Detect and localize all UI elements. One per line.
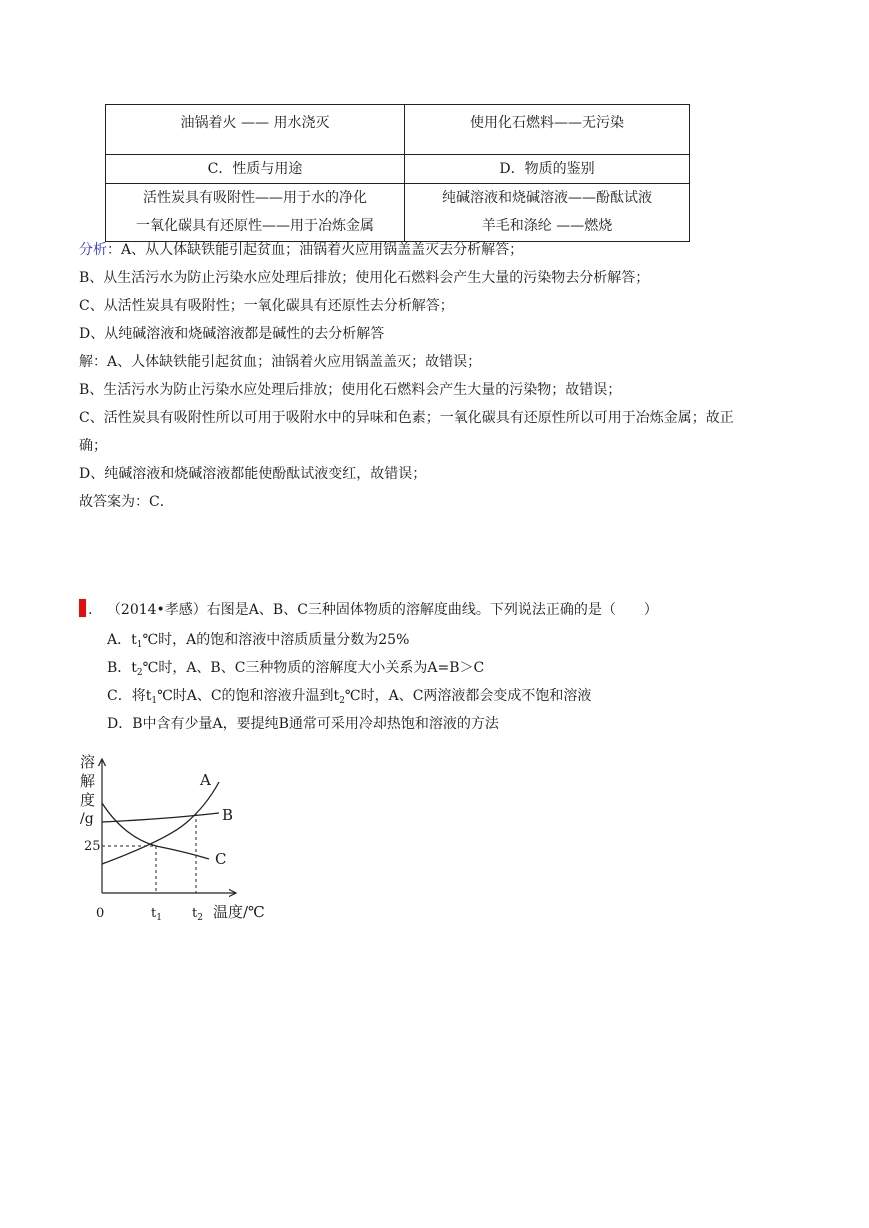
question-number-marker [79, 599, 86, 617]
y-label-char: 度 [80, 791, 96, 809]
table-header-d: D．物质的鉴别 [405, 155, 690, 184]
solution-line: D、纯碱溶液和烧碱溶液都能使酚酞试液变红，故错误； [79, 466, 427, 482]
table-cell [405, 184, 690, 242]
option-text: A．t [107, 632, 137, 648]
question-number-suffix: . [88, 602, 93, 618]
y-label-char: /g [80, 811, 94, 827]
cell-line: 羊毛和涤纶 ——燃烧 [481, 218, 613, 234]
x-tick-label-t1: $t_1$ [151, 906, 162, 923]
option-text: B．t [107, 660, 137, 676]
x-tick-label-t2: $t_2$ [192, 906, 203, 923]
option-text: ℃时，A的饱和溶液中溶质质量分数为25% [142, 632, 410, 648]
solution-line: 确； [79, 438, 107, 454]
table-header-c: C．性质与用途 [106, 155, 405, 184]
table-cell: 使用化石燃料——无污染 [405, 105, 690, 155]
table-cell [106, 184, 405, 242]
curve-b [102, 813, 219, 822]
series-label-c: C [215, 850, 227, 868]
origin-label: 0 [96, 906, 105, 921]
option-b[interactable] [107, 658, 484, 683]
analysis-line: C、从活性炭具有吸附性；一氧化碳具有还原性去分析解答； [79, 298, 454, 314]
solution-line: C、活性炭具有吸附性所以可用于吸附水中的异味和色素；一氧化碳具有还原性所以可用于冶炼金属；故正 [79, 410, 734, 426]
options-table [105, 104, 690, 242]
solution-line: B、生活污水为防止污染水应处理后排放；使用化石燃料会产生大量的污染物；故错误； [79, 382, 622, 398]
subscript: 1 [151, 696, 158, 706]
curve-c [102, 803, 209, 859]
solubility-chart [76, 745, 276, 925]
analysis-text: ：A、从人体缺铁能引起贫血；油锅着火应用锅盖盖灭去分析解答； [107, 242, 524, 258]
cell-line: 一氧化碳具有还原性——用于冶炼金属 [136, 218, 374, 234]
option-text: ℃时，A、C两溶液都会变成不饱和溶液 [344, 688, 592, 704]
y-tick-label: 25 [84, 839, 101, 854]
analysis-line [79, 240, 523, 260]
series-label-b: B [222, 806, 234, 824]
option-text: C．将t [107, 688, 152, 704]
analysis-line: B、从生活污水为防止污染水应处理后排放；使用化石燃料会产生大量的污染物去分析解答； [79, 270, 650, 286]
analysis-line: D、从纯碱溶液和烧碱溶液都是碱性的去分析解答 [79, 326, 385, 342]
subscript: 1 [136, 640, 143, 650]
x-axis-label: 温度/℃ [213, 903, 265, 921]
analysis-label: 分析 [79, 242, 107, 258]
table-cell: 油锅着火 —— 用水浇灭 [106, 105, 405, 155]
series-label-a: A [200, 771, 211, 789]
answer-line: 故答案为：C． [79, 494, 174, 510]
option-d[interactable]: D．B中含有少量A，要提纯B通常可采用冷却热饱和溶液的方法 [107, 716, 499, 732]
y-label-char: 解 [80, 772, 96, 790]
curve-a [102, 782, 219, 864]
question-text: （2014•孝感）右图是A、B、C三种固体物质的溶解度曲线。下列说法正确的是（ ） [106, 602, 658, 618]
option-text: ℃时，A、B、C三种物质的溶解度大小关系为A=B＞C [142, 660, 485, 676]
solution-line: 解：A、人体缺铁能引起贫血；油锅着火应用锅盖盖灭；故错误； [79, 354, 482, 370]
cell-line: 活性炭具有吸附性——用于水的净化 [143, 190, 367, 206]
subscript: 2 [339, 696, 345, 706]
subscript: 2 [136, 668, 143, 678]
y-label-char: 溶 [80, 753, 96, 771]
cell-line: 纯碱溶液和烧碱溶液——酚酞试液 [442, 190, 652, 206]
question-stem [79, 599, 658, 620]
option-text: ℃时A、C的饱和溶液升温到t [157, 688, 340, 704]
option-c[interactable] [107, 686, 591, 711]
option-a[interactable] [107, 630, 409, 655]
